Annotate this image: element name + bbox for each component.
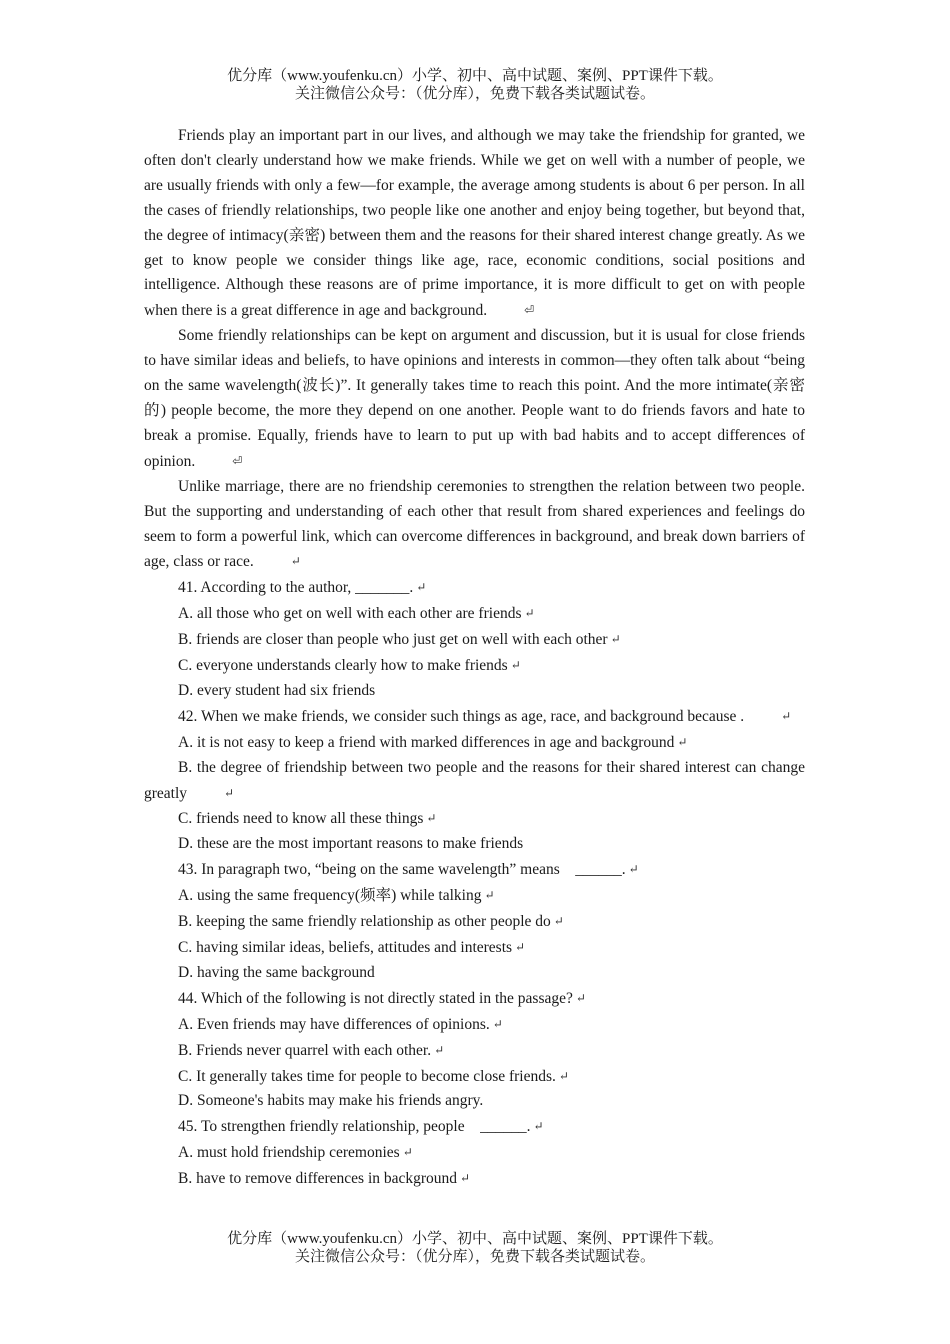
line-break-icon: ↵ <box>402 1145 413 1160</box>
option-42-d <box>144 832 805 857</box>
question-41 <box>144 575 805 601</box>
option-text: C. everyone understands clearly how to make friends <box>178 657 508 675</box>
line-break-icon: ↵ <box>575 990 586 1005</box>
option-45-a <box>144 1140 805 1166</box>
option-43-b <box>144 909 805 935</box>
option-text: B. have to remove differences in background <box>178 1170 458 1188</box>
line-break-icon: ↵ <box>290 554 301 569</box>
header-line-2: 关注微信公众号：（优分库），免费下载各类试题试卷。 <box>294 86 655 102</box>
passage-paragraph <box>144 324 805 474</box>
passage-paragraph <box>144 475 805 576</box>
option-text: C. having similar ideas, beliefs, attitudes and interests <box>178 939 513 956</box>
option-text: B. Friends never quarrel with each other. <box>178 1041 432 1059</box>
option-41-b <box>144 627 805 653</box>
question-44 <box>144 986 805 1012</box>
page-footer <box>0 1230 950 1266</box>
option-text: A. using the same frequency(频率) while talking <box>178 887 482 905</box>
page-header <box>0 67 950 103</box>
option-text: A. all those who get on well with each other are friends <box>178 605 522 623</box>
question-text: 45. To strengthen friendly relationship, people ______. <box>178 1118 531 1136</box>
line-break-icon: ↵ <box>610 632 621 647</box>
option-43-a <box>144 883 805 909</box>
line-break-icon: ↵ <box>558 1068 569 1083</box>
line-break-icon: ↵ <box>533 1119 544 1134</box>
footer-line-2: 关注微信公众号：（优分库），免费下载各类试题试卷。 <box>294 1249 655 1265</box>
line-break-icon: ↵ <box>492 1016 503 1031</box>
question-text: 41. According to the author, _______. <box>178 579 414 597</box>
footer-line-1: 优分库（www.youfenku.cn）小学、初中、高中试题、案例、PPT课件下载。 <box>227 1231 723 1247</box>
option-text: B. the degree of friendship between two people and the reasons for their shared interest can change greatly <box>144 758 805 802</box>
option-text: D. Someone's habits may make his friends angry. <box>178 1092 484 1110</box>
question-text: 43. In paragraph two, “being on the same wavelength” means ______. <box>178 861 626 879</box>
option-44-b <box>144 1038 805 1064</box>
passage-paragraph <box>144 124 805 324</box>
document-body <box>144 124 805 1192</box>
question-text: 42. When we make friends, we consider such things as age, race, and background because . <box>178 707 745 725</box>
option-42-b <box>144 756 805 807</box>
paragraph-text: Some friendly relationships can be kept on argument and discussion, but it is usual for close friends to have similar ideas and beliefs, to have opinions and interests in common—they often talk about “being on the same wavelength(波长)”. It generally takes time to reach this point. And the more intimate(亲密的) people become, the more they depend on one another. People want to do friends favors and hate to break a promise. Equally, friends have to learn to put up with bad habits and to accept differences of opinion. <box>144 327 805 470</box>
paragraph-text: Friends play an important part in our lives, and although we may take the friendship for granted, we often don't clearly understand how we make friends. While we get on well with a number of people, we are usually friends with only a few—for example, the average among students is about 6 per person. In all the cases of friendly relationships, two people like one another and enjoy being together, but beyond that, the degree of intimacy(亲密) between them and the reasons for their shared interest change greatly. As we get to know people we consider things like age, race, economic conditions, social positions and intelligence. Although these reasons are of prime importance, it is more difficult to get on with people when there is a great difference in age and background. <box>144 127 805 320</box>
line-break-icon: ↵ <box>484 888 495 903</box>
option-42-a <box>144 730 805 756</box>
option-text: B. friends are closer than people who just get on well with each other <box>178 631 608 649</box>
line-break-icon: ↵ <box>460 1171 471 1186</box>
option-44-d <box>144 1089 805 1114</box>
option-43-d <box>144 961 805 986</box>
option-text: C. friends need to know all these things <box>178 810 424 828</box>
line-break-icon: ↵ <box>524 606 535 621</box>
paragraph-text: Unlike marriage, there are no friendship ceremonies to strengthen the relation between two people. But the supporting and understanding of each other that result from shared experiences and feelings do seem to form a powerful link, which can overcome differences in background, and break down barriers of age, class or race. <box>144 477 805 571</box>
question-42 <box>144 704 805 730</box>
option-text: C. It generally takes time for people to become close friends. <box>178 1067 556 1085</box>
paragraph-mark-icon: ⏎ <box>524 303 535 318</box>
question-text: 44. Which of the following is not directly stated in the passage? <box>178 989 573 1007</box>
line-break-icon: ↵ <box>224 785 235 800</box>
line-break-icon: ↵ <box>434 1042 445 1057</box>
option-41-d <box>144 679 805 704</box>
paragraph-mark-icon: ⏎ <box>232 453 243 468</box>
option-text: A. it is not easy to keep a friend with marked differences in age and background <box>178 733 675 751</box>
line-break-icon: ↵ <box>416 580 427 595</box>
line-break-icon: ↵ <box>510 658 521 673</box>
line-break-icon: ↵ <box>515 940 526 954</box>
option-42-c <box>144 806 805 832</box>
option-43-c <box>144 935 805 961</box>
line-break-icon: ↵ <box>677 734 688 749</box>
option-44-c <box>144 1064 805 1090</box>
option-text: D. these are the most important reasons to make friends <box>178 835 524 853</box>
line-break-icon: ↵ <box>426 811 437 826</box>
option-text: A. must hold friendship ceremonies <box>178 1144 400 1162</box>
line-break-icon: ↵ <box>628 862 639 877</box>
option-41-c <box>144 653 805 679</box>
line-break-icon: ↵ <box>553 914 564 929</box>
option-text: D. having the same background <box>178 963 375 981</box>
option-text: A. Even friends may have differences of opinions. <box>178 1015 490 1033</box>
header-line-1: 优分库（www.youfenku.cn）小学、初中、高中试题、案例、PPT课件下载。 <box>227 68 723 84</box>
question-43 <box>144 857 805 883</box>
option-45-b <box>144 1166 805 1192</box>
line-break-icon: ↵ <box>781 708 792 723</box>
question-45 <box>144 1114 805 1140</box>
option-44-a <box>144 1012 805 1038</box>
option-text: D. every student had six friends <box>178 681 376 699</box>
option-text: B. keeping the same friendly relationship as other people do <box>178 913 551 931</box>
option-41-a <box>144 601 805 627</box>
